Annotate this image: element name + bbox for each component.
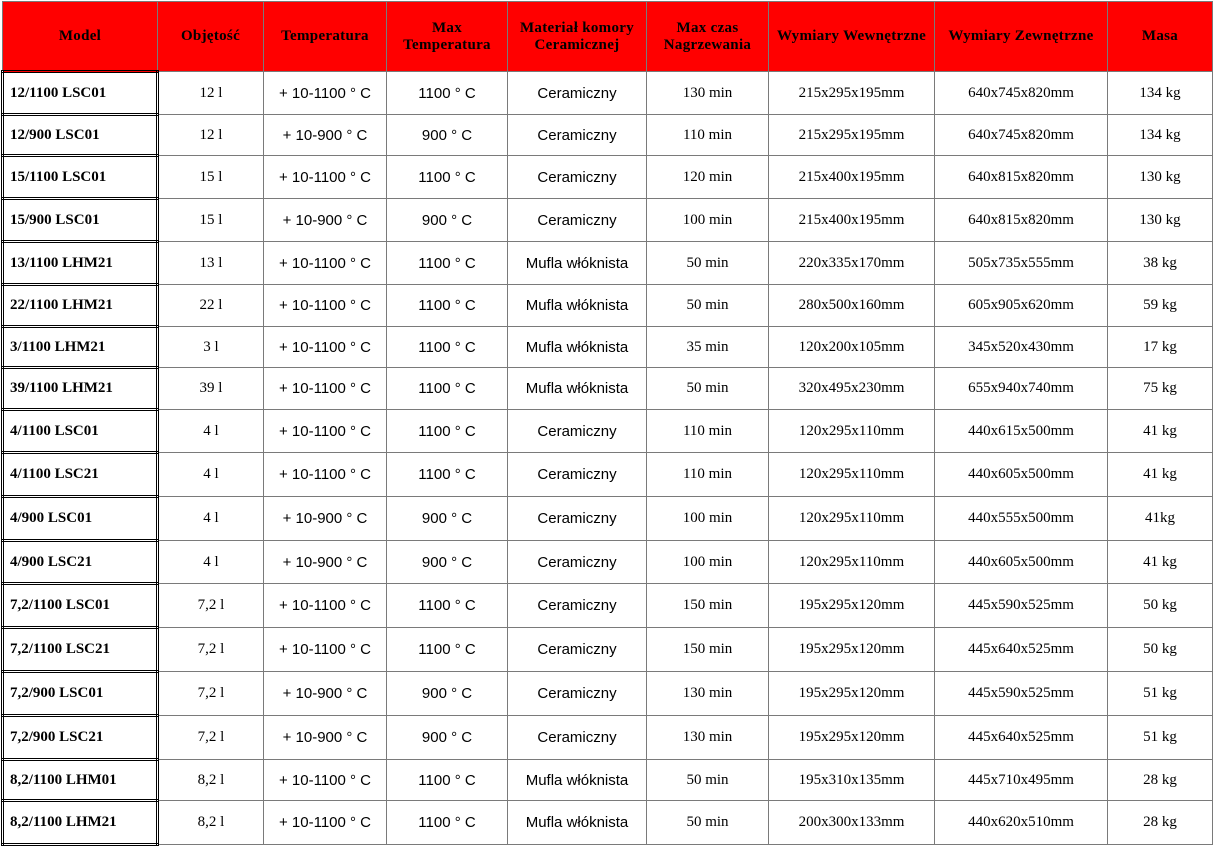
cell-max-heating-time: 130 min (647, 672, 769, 716)
cell-max-heating-time: 35 min (647, 327, 769, 368)
cell-mass: 51 kg (1108, 672, 1213, 716)
cell-mass: 28 kg (1108, 760, 1213, 801)
cell-outer-dimensions: 440x620x510mm (935, 801, 1108, 845)
table-body (3, 72, 1213, 845)
cell-max-heating-time: 110 min (647, 453, 769, 497)
cell-chamber-material: Ceramiczny (508, 410, 647, 453)
table-row (3, 760, 1213, 801)
cell-chamber-material: Mufla włóknista (508, 327, 647, 368)
cell-inner-dimensions: 195x295x120mm (769, 584, 935, 628)
cell-model: 13/1100 LHM21 (3, 242, 158, 285)
cell-volume: 12 l (158, 72, 264, 115)
cell-temperature: + 10-1100 ° C (264, 156, 387, 199)
header-volume: Objętość (158, 2, 264, 72)
cell-inner-dimensions: 200x300x133mm (769, 801, 935, 845)
cell-chamber-material: Ceramiczny (508, 72, 647, 115)
cell-chamber-material: Ceramiczny (508, 115, 647, 156)
cell-max-temperature: 1100 ° C (387, 584, 508, 628)
cell-inner-dimensions: 120x295x110mm (769, 541, 935, 584)
cell-outer-dimensions: 440x605x500mm (935, 541, 1108, 584)
cell-volume: 4 l (158, 410, 264, 453)
cell-mass: 41kg (1108, 497, 1213, 541)
cell-chamber-material: Ceramiczny (508, 716, 647, 760)
cell-mass: 59 kg (1108, 285, 1213, 327)
cell-max-heating-time: 150 min (647, 628, 769, 672)
cell-outer-dimensions: 640x815x820mm (935, 199, 1108, 242)
cell-model: 12/900 LSC01 (3, 115, 158, 156)
cell-mass: 50 kg (1108, 628, 1213, 672)
header-model: Model (3, 2, 158, 72)
table-header (3, 2, 1213, 72)
cell-mass: 134 kg (1108, 72, 1213, 115)
table-row (3, 72, 1213, 115)
cell-mass: 130 kg (1108, 199, 1213, 242)
header-mass: Masa (1108, 2, 1213, 72)
cell-max-heating-time: 110 min (647, 410, 769, 453)
cell-inner-dimensions: 120x295x110mm (769, 453, 935, 497)
cell-temperature: + 10-900 ° C (264, 497, 387, 541)
table-row (3, 327, 1213, 368)
cell-outer-dimensions: 445x640x525mm (935, 628, 1108, 672)
table-row (3, 716, 1213, 760)
cell-model: 12/1100 LSC01 (3, 72, 158, 115)
cell-mass: 51 kg (1108, 716, 1213, 760)
cell-temperature: + 10-1100 ° C (264, 760, 387, 801)
cell-max-heating-time: 50 min (647, 242, 769, 285)
cell-max-temperature: 1100 ° C (387, 242, 508, 285)
cell-outer-dimensions: 505x735x555mm (935, 242, 1108, 285)
cell-volume: 7,2 l (158, 628, 264, 672)
cell-temperature: + 10-1100 ° C (264, 72, 387, 115)
cell-outer-dimensions: 640x815x820mm (935, 156, 1108, 199)
table-row (3, 584, 1213, 628)
cell-chamber-material: Ceramiczny (508, 199, 647, 242)
header-inner-dimensions: Wymiary Wewnętrzne (769, 2, 935, 72)
cell-inner-dimensions: 120x295x110mm (769, 497, 935, 541)
cell-model: 15/900 LSC01 (3, 199, 158, 242)
furnace-spec-table (1, 1, 1213, 846)
cell-max-temperature: 900 ° C (387, 541, 508, 584)
cell-model: 7,2/1100 LSC01 (3, 584, 158, 628)
header-max-temperature: Max Temperatura (387, 2, 508, 72)
cell-chamber-material: Ceramiczny (508, 156, 647, 199)
cell-model: 8,2/1100 LHM01 (3, 760, 158, 801)
cell-temperature: + 10-900 ° C (264, 672, 387, 716)
table-row (3, 115, 1213, 156)
cell-max-temperature: 1100 ° C (387, 453, 508, 497)
cell-volume: 8,2 l (158, 801, 264, 845)
cell-max-temperature: 1100 ° C (387, 327, 508, 368)
cell-mass: 130 kg (1108, 156, 1213, 199)
table-row (3, 285, 1213, 327)
cell-temperature: + 10-1100 ° C (264, 327, 387, 368)
cell-max-heating-time: 50 min (647, 368, 769, 410)
cell-max-temperature: 900 ° C (387, 115, 508, 156)
cell-max-heating-time: 50 min (647, 760, 769, 801)
cell-temperature: + 10-1100 ° C (264, 453, 387, 497)
cell-chamber-material: Ceramiczny (508, 672, 647, 716)
cell-chamber-material: Ceramiczny (508, 497, 647, 541)
cell-mass: 75 kg (1108, 368, 1213, 410)
cell-volume: 22 l (158, 285, 264, 327)
cell-outer-dimensions: 445x640x525mm (935, 716, 1108, 760)
table-row (3, 672, 1213, 716)
cell-model: 4/1100 LSC21 (3, 453, 158, 497)
cell-model: 4/900 LSC21 (3, 541, 158, 584)
cell-volume: 12 l (158, 115, 264, 156)
cell-temperature: + 10-900 ° C (264, 716, 387, 760)
cell-model: 7,2/900 LSC01 (3, 672, 158, 716)
cell-outer-dimensions: 655x940x740mm (935, 368, 1108, 410)
cell-max-temperature: 900 ° C (387, 497, 508, 541)
cell-outer-dimensions: 640x745x820mm (935, 115, 1108, 156)
cell-inner-dimensions: 195x295x120mm (769, 628, 935, 672)
cell-outer-dimensions: 440x555x500mm (935, 497, 1108, 541)
cell-inner-dimensions: 195x295x120mm (769, 672, 935, 716)
cell-max-temperature: 1100 ° C (387, 801, 508, 845)
cell-max-temperature: 900 ° C (387, 716, 508, 760)
cell-chamber-material: Mufla włóknista (508, 368, 647, 410)
cell-inner-dimensions: 195x310x135mm (769, 760, 935, 801)
table-row (3, 541, 1213, 584)
cell-temperature: + 10-1100 ° C (264, 242, 387, 285)
cell-temperature: + 10-900 ° C (264, 199, 387, 242)
cell-inner-dimensions: 215x400x195mm (769, 156, 935, 199)
cell-volume: 15 l (158, 156, 264, 199)
cell-outer-dimensions: 445x590x525mm (935, 672, 1108, 716)
cell-max-temperature: 1100 ° C (387, 760, 508, 801)
cell-max-heating-time: 100 min (647, 541, 769, 584)
cell-max-temperature: 900 ° C (387, 672, 508, 716)
header-max-heating-time: Max czas Nagrzewania (647, 2, 769, 72)
cell-max-heating-time: 110 min (647, 115, 769, 156)
cell-max-temperature: 1100 ° C (387, 285, 508, 327)
cell-inner-dimensions: 120x295x110mm (769, 410, 935, 453)
cell-volume: 7,2 l (158, 716, 264, 760)
table-row (3, 199, 1213, 242)
cell-max-temperature: 1100 ° C (387, 368, 508, 410)
cell-temperature: + 10-1100 ° C (264, 628, 387, 672)
cell-max-heating-time: 50 min (647, 801, 769, 845)
cell-model: 39/1100 LHM21 (3, 368, 158, 410)
cell-model: 15/1100 LSC01 (3, 156, 158, 199)
cell-max-heating-time: 100 min (647, 497, 769, 541)
cell-model: 7,2/1100 LSC21 (3, 628, 158, 672)
cell-inner-dimensions: 220x335x170mm (769, 242, 935, 285)
cell-chamber-material: Ceramiczny (508, 453, 647, 497)
cell-mass: 50 kg (1108, 584, 1213, 628)
header-temperature: Temperatura (264, 2, 387, 72)
cell-volume: 3 l (158, 327, 264, 368)
table-row (3, 368, 1213, 410)
cell-temperature: + 10-1100 ° C (264, 584, 387, 628)
cell-chamber-material: Ceramiczny (508, 628, 647, 672)
cell-temperature: + 10-1100 ° C (264, 410, 387, 453)
cell-temperature: + 10-1100 ° C (264, 801, 387, 845)
cell-inner-dimensions: 120x200x105mm (769, 327, 935, 368)
cell-volume: 39 l (158, 368, 264, 410)
cell-volume: 7,2 l (158, 672, 264, 716)
cell-volume: 7,2 l (158, 584, 264, 628)
header-chamber-material: Materiał komory Ceramicznej (508, 2, 647, 72)
table-row (3, 453, 1213, 497)
cell-max-heating-time: 150 min (647, 584, 769, 628)
cell-max-heating-time: 100 min (647, 199, 769, 242)
cell-outer-dimensions: 445x710x495mm (935, 760, 1108, 801)
cell-max-temperature: 1100 ° C (387, 156, 508, 199)
header-outer-dimensions: Wymiary Zewnętrzne (935, 2, 1108, 72)
table-row (3, 628, 1213, 672)
cell-inner-dimensions: 215x295x195mm (769, 72, 935, 115)
cell-temperature: + 10-900 ° C (264, 541, 387, 584)
cell-chamber-material: Mufla włóknista (508, 760, 647, 801)
cell-volume: 4 l (158, 541, 264, 584)
table-row (3, 156, 1213, 199)
table-row (3, 801, 1213, 845)
cell-max-heating-time: 130 min (647, 716, 769, 760)
cell-mass: 17 kg (1108, 327, 1213, 368)
cell-outer-dimensions: 640x745x820mm (935, 72, 1108, 115)
cell-chamber-material: Mufla włóknista (508, 801, 647, 845)
cell-outer-dimensions: 445x590x525mm (935, 584, 1108, 628)
cell-mass: 38 kg (1108, 242, 1213, 285)
cell-inner-dimensions: 215x295x195mm (769, 115, 935, 156)
cell-max-heating-time: 130 min (647, 72, 769, 115)
cell-chamber-material: Ceramiczny (508, 584, 647, 628)
cell-max-temperature: 900 ° C (387, 199, 508, 242)
cell-chamber-material: Mufla włóknista (508, 285, 647, 327)
cell-inner-dimensions: 280x500x160mm (769, 285, 935, 327)
cell-mass: 41 kg (1108, 541, 1213, 584)
cell-max-heating-time: 50 min (647, 285, 769, 327)
cell-volume: 8,2 l (158, 760, 264, 801)
cell-mass: 41 kg (1108, 410, 1213, 453)
cell-model: 7,2/900 LSC21 (3, 716, 158, 760)
header-row (3, 2, 1213, 72)
cell-inner-dimensions: 195x295x120mm (769, 716, 935, 760)
cell-inner-dimensions: 215x400x195mm (769, 199, 935, 242)
cell-volume: 4 l (158, 453, 264, 497)
table-row (3, 410, 1213, 453)
cell-outer-dimensions: 440x615x500mm (935, 410, 1108, 453)
cell-temperature: + 10-1100 ° C (264, 285, 387, 327)
cell-model: 3/1100 LHM21 (3, 327, 158, 368)
cell-outer-dimensions: 605x905x620mm (935, 285, 1108, 327)
cell-model: 4/1100 LSC01 (3, 410, 158, 453)
cell-chamber-material: Mufla włóknista (508, 242, 647, 285)
cell-max-temperature: 1100 ° C (387, 72, 508, 115)
cell-model: 4/900 LSC01 (3, 497, 158, 541)
cell-max-temperature: 1100 ° C (387, 410, 508, 453)
table-row (3, 242, 1213, 285)
cell-max-temperature: 1100 ° C (387, 628, 508, 672)
cell-volume: 4 l (158, 497, 264, 541)
cell-temperature: + 10-1100 ° C (264, 368, 387, 410)
cell-inner-dimensions: 320x495x230mm (769, 368, 935, 410)
cell-mass: 134 kg (1108, 115, 1213, 156)
cell-mass: 28 kg (1108, 801, 1213, 845)
table-row (3, 497, 1213, 541)
cell-volume: 13 l (158, 242, 264, 285)
cell-max-heating-time: 120 min (647, 156, 769, 199)
cell-temperature: + 10-900 ° C (264, 115, 387, 156)
cell-outer-dimensions: 345x520x430mm (935, 327, 1108, 368)
cell-model: 8,2/1100 LHM21 (3, 801, 158, 845)
cell-mass: 41 kg (1108, 453, 1213, 497)
cell-model: 22/1100 LHM21 (3, 285, 158, 327)
cell-volume: 15 l (158, 199, 264, 242)
cell-chamber-material: Ceramiczny (508, 541, 647, 584)
cell-outer-dimensions: 440x605x500mm (935, 453, 1108, 497)
